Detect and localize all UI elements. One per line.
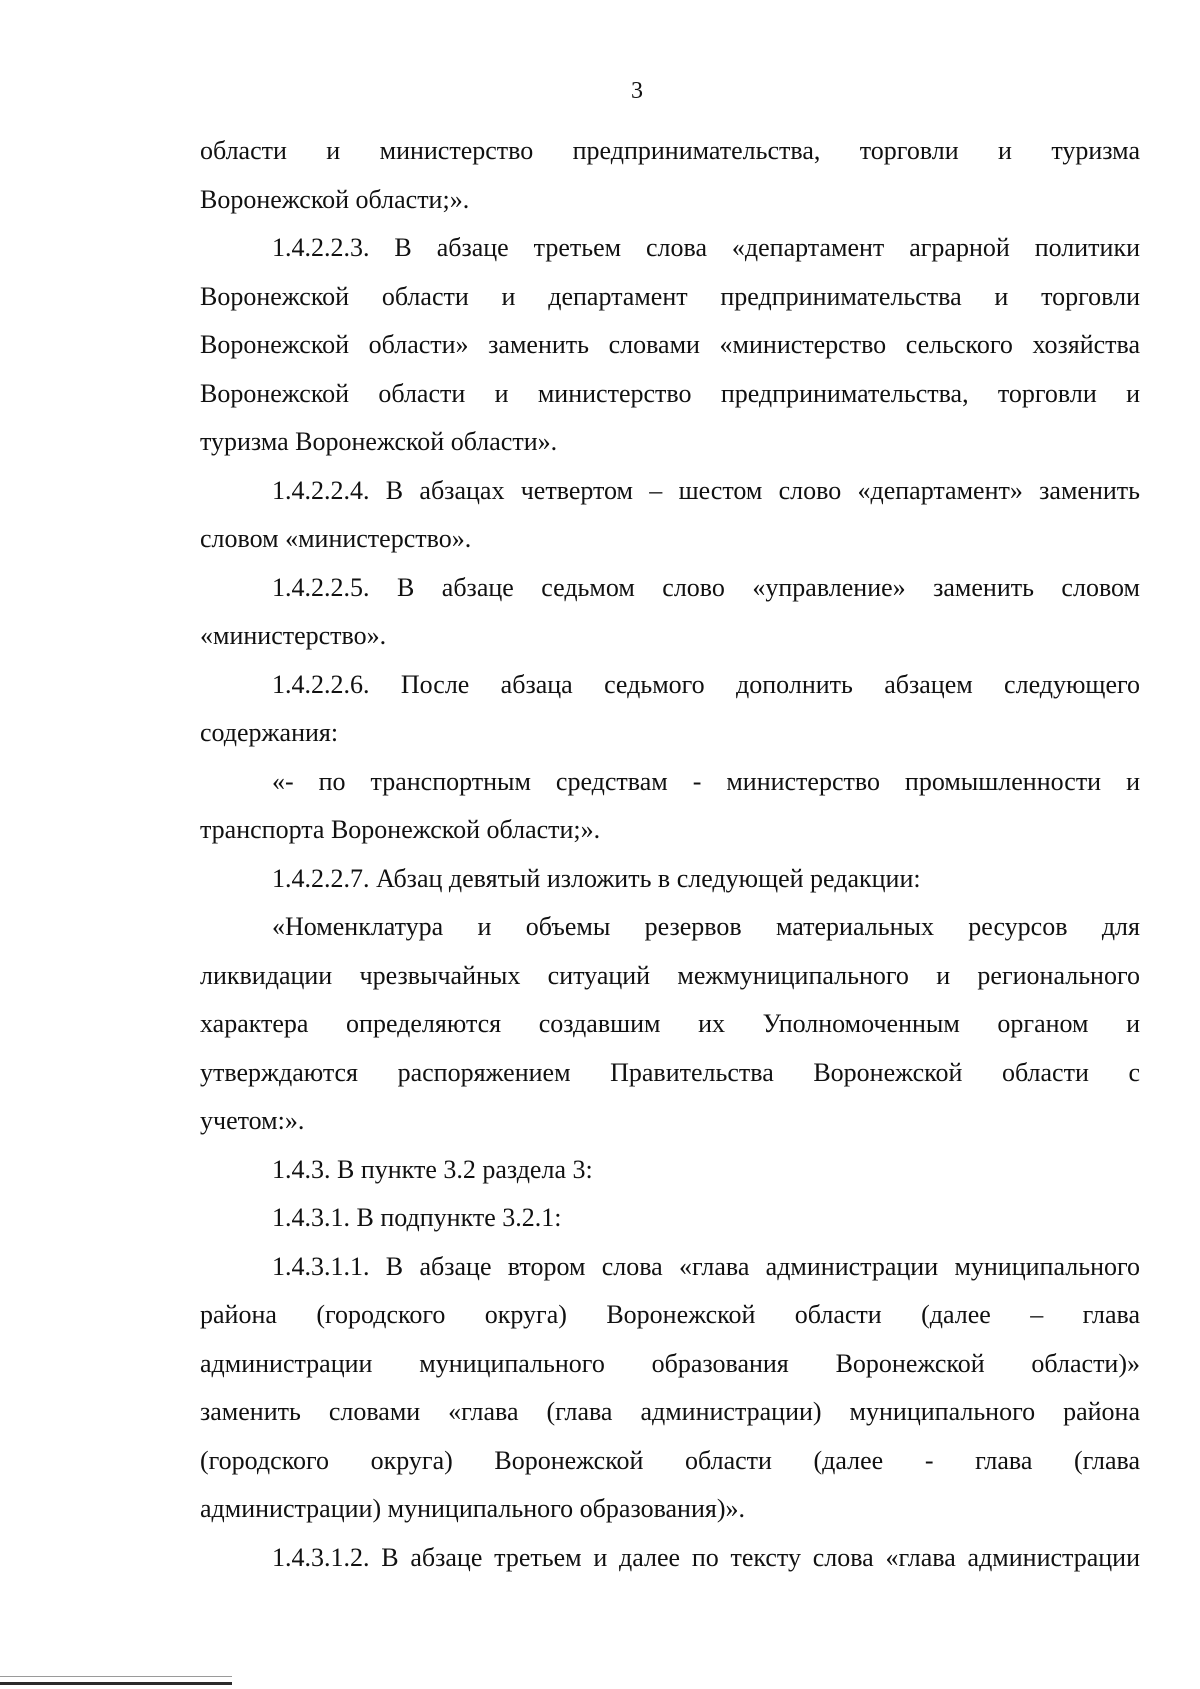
text-line: администрации) муниципального образования)». xyxy=(200,1494,745,1523)
text-line: 1.4.3.1.1. В абзаце втором слова «глава администрации муниципального xyxy=(272,1251,1140,1281)
text-line: туризма Воронежской области». xyxy=(200,427,558,456)
text-line: Воронежской области» заменить словами «министерство сельского хозяйства xyxy=(200,330,1140,359)
text-line: заменить словами «глава (глава администрации) муниципального района xyxy=(200,1397,1140,1426)
text-line: характера определяются создавшим их Уполномоченным органом и xyxy=(200,1009,1140,1038)
text-line: содержания: xyxy=(200,718,339,747)
bottom-edge-line xyxy=(0,1682,232,1685)
text-line: утверждаются распоряжением Правительства Воронежской области с xyxy=(200,1057,1140,1087)
document-body xyxy=(200,127,1140,1582)
page-number: 3 xyxy=(631,78,643,104)
text-line: 1.4.3.1.2. В абзаце третьем и далее по тексту слова «глава администрации xyxy=(272,1542,1140,1572)
text-line: 1.4.2.2.6. После абзаца седьмого дополнить абзацем следующего xyxy=(272,669,1140,699)
text-line: 1.4.2.2.3. В абзаце третьем слова «департамент аграрной политики xyxy=(272,233,1140,262)
text-line: «министерство». xyxy=(200,621,387,650)
text-line: 1.4.3.1. В подпункте 3.2.1: xyxy=(272,1203,562,1232)
text-line: «- по транспортным средствам - министерство промышленности и xyxy=(272,766,1140,796)
text-line: 1.4.3. В пункте 3.2 раздела 3: xyxy=(272,1154,593,1184)
text-line: 1.4.2.2.7. Абзац девятый изложить в следующей редакции: xyxy=(272,863,921,893)
text-line: администрации муниципального образования Воронежской области)» xyxy=(200,1348,1140,1378)
text-line: Воронежской области и министерство предпринимательства, торговли и xyxy=(200,378,1140,408)
text-line: 1.4.2.2.4. В абзацах четвертом – шестом слово «департамент» заменить xyxy=(272,475,1140,505)
text-line: (городского округа) Воронежской области (далее - глава (глава xyxy=(200,1445,1140,1475)
text-line: словом «министерство». xyxy=(200,524,472,553)
text-line: ликвидации чрезвычайных ситуаций межмуниципального и регионального xyxy=(200,960,1140,990)
text-line: транспорта Воронежской области;». xyxy=(200,815,601,844)
text-line: Воронежской области;». xyxy=(200,184,470,214)
text-line: Воронежской области и департамент предпринимательства и торговли xyxy=(200,281,1140,311)
text-line: области и министерство предпринимательства, торговли и туризма xyxy=(200,136,1140,165)
bottom-edge-line-faint xyxy=(0,1676,232,1677)
text-line: 1.4.2.2.5. В абзаце седьмом слово «управление» заменить словом xyxy=(272,572,1140,602)
text-line: района (городского округа) Воронежской области (далее – глава xyxy=(200,1300,1140,1329)
text-line: учетом:». xyxy=(200,1106,305,1135)
text-line: «Номенклатура и объемы резервов материальных ресурсов для xyxy=(272,912,1140,941)
